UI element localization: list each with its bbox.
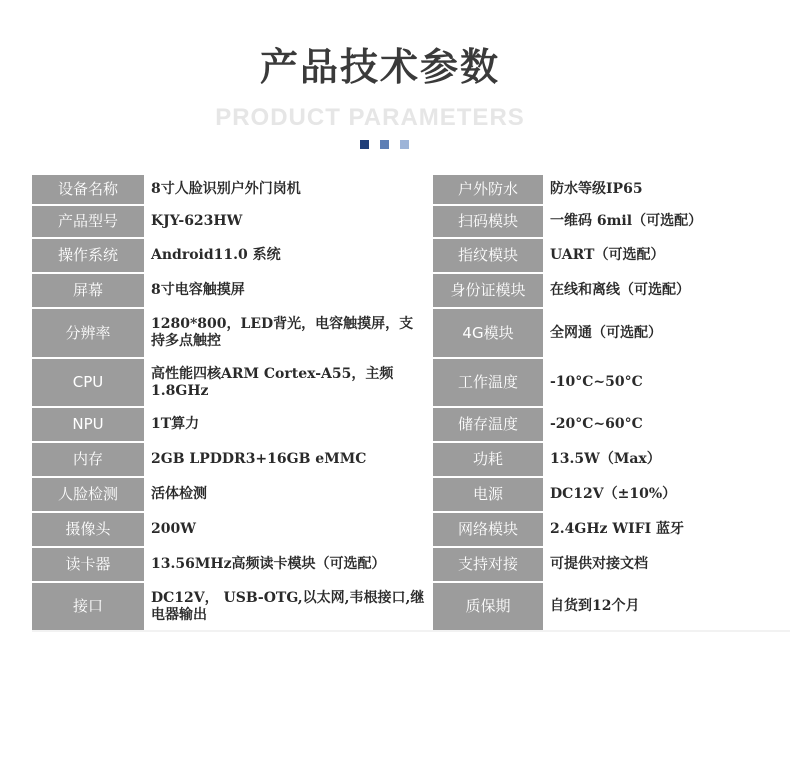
spec-right-value: DC12V（±10%） bbox=[543, 478, 790, 513]
spec-row bbox=[32, 239, 790, 274]
spec-right-value: 一维码 6mil（可选配） bbox=[543, 206, 790, 239]
spec-right-key: 户外防水 bbox=[433, 175, 543, 206]
spec-left-key: CPU bbox=[32, 359, 144, 408]
spec-row bbox=[32, 175, 790, 206]
spec-right-value: 全网通（可选配） bbox=[543, 309, 790, 359]
spec-right-key: 指纹模块 bbox=[433, 239, 543, 274]
spec-left-key: 接口 bbox=[32, 583, 144, 632]
spec-left-value: 1T算力 bbox=[144, 408, 431, 443]
spec-left-key: 内存 bbox=[32, 443, 144, 478]
spec-right-key: 功耗 bbox=[433, 443, 543, 478]
spec-right-value: 2.4GHz WIFI 蓝牙 bbox=[543, 513, 790, 548]
spec-left-key: 产品型号 bbox=[32, 206, 144, 239]
spec-left-key: 操作系统 bbox=[32, 239, 144, 274]
spec-row bbox=[32, 513, 790, 548]
spec-left-value: 2GB LPDDR3+16GB eMMC bbox=[144, 443, 431, 478]
spec-left-key: 摄像头 bbox=[32, 513, 144, 548]
spec-row bbox=[32, 548, 790, 583]
spec-right-key: 网络模块 bbox=[433, 513, 543, 548]
spec-left-value: 8寸人脸识别户外门岗机 bbox=[144, 175, 431, 206]
spec-left-value: 13.56MHz高频读卡模块（可选配） bbox=[144, 548, 431, 583]
spec-right-key: 储存温度 bbox=[433, 408, 543, 443]
spec-right-key: 工作温度 bbox=[433, 359, 543, 408]
spec-right-value: UART（可选配） bbox=[543, 239, 790, 274]
spec-row bbox=[32, 408, 790, 443]
dot-medium bbox=[380, 140, 389, 149]
spec-row bbox=[32, 274, 790, 309]
spec-left-value: 活体检测 bbox=[144, 478, 431, 513]
spec-right-value: -10°C~50°C bbox=[543, 359, 790, 408]
spec-left-value: Android11.0 系统 bbox=[144, 239, 431, 274]
specs-table bbox=[32, 175, 790, 632]
spec-right-key: 身份证模块 bbox=[433, 274, 543, 309]
page-title: 产品技术参数 bbox=[259, 45, 500, 89]
spec-left-value: 1280*800，LED背光，电容触摸屏，支持多点触控 bbox=[144, 309, 431, 359]
spec-left-key: 人脸检测 bbox=[32, 478, 144, 513]
spec-right-value: 自货到12个月 bbox=[543, 583, 790, 632]
spec-left-value: 200W bbox=[144, 513, 431, 548]
spec-left-value: DC12V， USB-OTG,以太网,韦根接口,继电器输出 bbox=[144, 583, 431, 632]
spec-left-key: 分辨率 bbox=[32, 309, 144, 359]
spec-left-value: 8寸电容触摸屏 bbox=[144, 274, 431, 309]
spec-row bbox=[32, 359, 790, 408]
spec-right-key: 质保期 bbox=[433, 583, 543, 632]
spec-row bbox=[32, 478, 790, 513]
spec-row bbox=[32, 583, 790, 632]
spec-left-key: 屏幕 bbox=[32, 274, 144, 309]
spec-right-value: 13.5W（Max） bbox=[543, 443, 790, 478]
spec-row bbox=[32, 206, 790, 239]
spec-right-value: 可提供对接文档 bbox=[543, 548, 790, 583]
spec-right-key: 电源 bbox=[433, 478, 543, 513]
dot-dark bbox=[360, 140, 369, 149]
spec-right-value: -20°C~60°C bbox=[543, 408, 790, 443]
spec-left-value: KJY-623HW bbox=[144, 206, 431, 239]
spec-row bbox=[32, 443, 790, 478]
spec-right-value: 防水等级IP65 bbox=[543, 175, 790, 206]
page-subtitle: PRODUCT PARAMETERS bbox=[215, 104, 525, 131]
spec-row bbox=[32, 309, 790, 359]
spec-left-key: 设备名称 bbox=[32, 175, 144, 206]
dot-light bbox=[400, 140, 409, 149]
spec-right-key: 扫码模块 bbox=[433, 206, 543, 239]
spec-left-key: 读卡器 bbox=[32, 548, 144, 583]
spec-right-value: 在线和离线（可选配） bbox=[543, 274, 790, 309]
specs-table-body bbox=[32, 175, 790, 632]
spec-left-value: 高性能四核ARM Cortex-A55，主频1.8GHz bbox=[144, 359, 431, 408]
spec-right-key: 4G模块 bbox=[433, 309, 543, 359]
spec-left-key: NPU bbox=[32, 408, 144, 443]
spec-right-key: 支持对接 bbox=[433, 548, 543, 583]
